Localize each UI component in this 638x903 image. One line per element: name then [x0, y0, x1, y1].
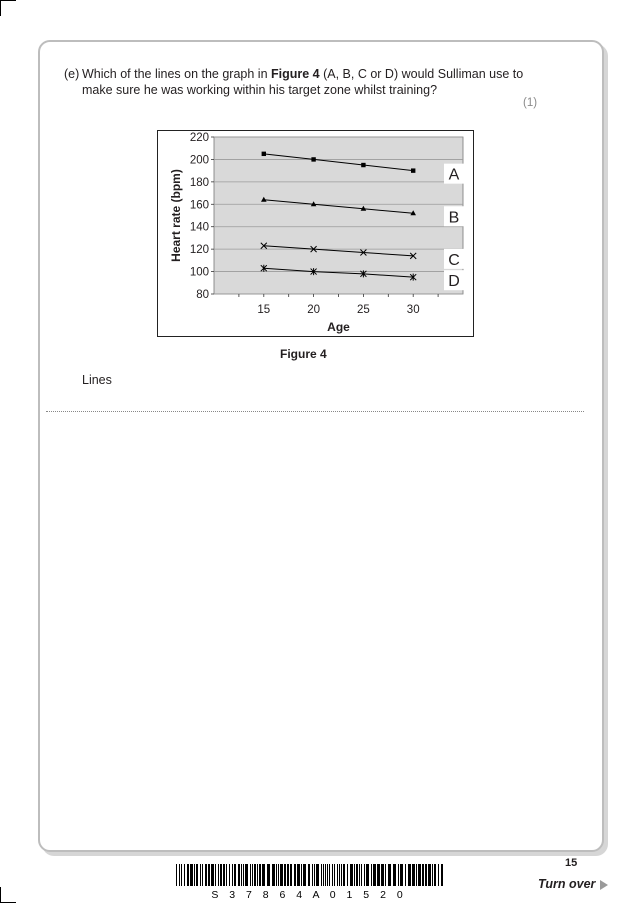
x-tick-label: 20: [307, 304, 320, 316]
barcode-bar: [284, 864, 286, 886]
question-text: [82, 66, 532, 98]
barcode-bar: [339, 864, 340, 886]
data-point-A: [311, 157, 315, 161]
data-point-A: [411, 168, 415, 172]
y-tick-label: 140: [189, 221, 209, 234]
barcode-bar: [194, 864, 195, 886]
barcode-bar: [276, 864, 277, 886]
x-axis-label: Age: [327, 320, 350, 334]
barcode-bar: [321, 864, 322, 886]
y-tick-label: 200: [189, 154, 209, 167]
barcode-bar: [347, 864, 348, 886]
barcode-bar: [416, 864, 417, 886]
barcode-bar: [428, 864, 431, 886]
barcode-bar: [200, 864, 201, 886]
series-label-D: D: [448, 273, 460, 291]
barcode-bar: [327, 864, 328, 886]
barcode-bar: [278, 864, 279, 886]
series-label-B: B: [448, 209, 460, 227]
barcode-bar: [280, 864, 283, 886]
barcode-bar: [211, 864, 214, 886]
x-tick-label: 15: [257, 304, 271, 316]
barcode-bar: [250, 864, 251, 886]
barcode-bar: [332, 864, 333, 886]
barcode-bar: [223, 864, 225, 886]
page-number: 15: [565, 857, 578, 869]
question-text-part-2: (A, B, C or D) would Sulliman use to make sure he was working within his target zone whilst training?: [82, 67, 524, 97]
barcode-bar: [297, 864, 300, 886]
data-point-A: [361, 163, 365, 167]
figure-caption: Figure 4: [280, 347, 327, 361]
question-text-figure-ref: Figure 4: [271, 67, 320, 81]
barcode-bar: [312, 864, 313, 886]
barcode-bar: [303, 864, 306, 886]
barcode-bar: [385, 864, 386, 886]
barcode-bar: [373, 864, 376, 886]
barcode-bar: [418, 864, 421, 886]
question-text-part-1: Which of the lines on the graph in: [82, 67, 272, 81]
line-chart: [158, 131, 473, 336]
barcode-bar: [245, 864, 248, 886]
barcode-bar: [184, 864, 185, 886]
barcode-bar: [176, 864, 177, 886]
barcode-bar: [308, 864, 310, 886]
x-tick-label: 25: [357, 304, 370, 316]
answer-label: Lines: [82, 373, 112, 387]
barcode-bar: [393, 864, 396, 886]
barcode-bar: [314, 864, 315, 886]
barcode-bar: [381, 864, 384, 886]
barcode-bar: [229, 864, 230, 886]
barcode-bar: [425, 864, 427, 886]
barcode-bar: [337, 864, 338, 886]
y-tick-label: 80: [196, 289, 209, 301]
right-arrow-icon: [600, 880, 608, 890]
barcode-bar: [226, 864, 227, 886]
y-tick-label: 160: [189, 199, 209, 212]
barcode-bar: [341, 864, 342, 886]
barcode-bar: [434, 864, 436, 886]
barcode-bar: [361, 864, 362, 886]
barcode-bar: [316, 864, 319, 886]
series-label-C: C: [448, 251, 460, 269]
barcode-bar: [400, 864, 403, 886]
barcode-bar: [220, 864, 222, 886]
barcode-bar: [323, 864, 324, 886]
barcode-bar: [267, 864, 270, 886]
barcode-text: S 3 7 8 6 4 A 0 1 5 2 0: [211, 889, 407, 901]
barcode-bar: [234, 864, 236, 886]
series-label-A: A: [448, 166, 460, 184]
barcode-bar: [408, 864, 411, 886]
barcode-bar: [329, 864, 330, 886]
y-tick-label: 220: [189, 132, 209, 144]
barcode-bar: [422, 864, 424, 886]
barcode-bar: [208, 864, 210, 886]
barcode-bar: [179, 864, 180, 886]
barcode-bar: [252, 864, 253, 886]
barcode-bar: [364, 864, 365, 886]
barcode-bar: [388, 864, 391, 886]
barcode-bar: [294, 864, 296, 886]
x-tick-label: 30: [406, 304, 420, 316]
barcode-bar: [218, 864, 219, 886]
barcode-bar: [290, 864, 292, 886]
barcode-bar: [438, 864, 439, 886]
barcode-bar: [202, 864, 203, 886]
barcode-bar: [354, 864, 355, 886]
barcode-bar: [432, 864, 433, 886]
data-point-A: [262, 152, 266, 156]
crop-mark-top-left: [0, 0, 1, 16]
barcode-bar: [377, 864, 380, 886]
y-tick-label: 100: [189, 266, 209, 279]
barcode-bar: [262, 864, 265, 886]
turn-over-label: [538, 877, 608, 891]
barcode-bar: [366, 864, 369, 886]
barcode-bar: [232, 864, 233, 886]
barcode-bar: [196, 864, 198, 886]
barcode-bar: [441, 864, 443, 886]
barcode-bar: [257, 864, 258, 886]
y-tick-label: 180: [189, 176, 209, 189]
crop-mark-top-left-h: [0, 0, 16, 1]
barcode-bar: [205, 864, 207, 886]
barcode-bar: [405, 864, 406, 886]
chart-container: [157, 130, 474, 337]
turn-over-text: Turn over: [538, 877, 596, 891]
plot-area: [214, 137, 463, 294]
y-axis-label: Heart rate (bpm): [169, 169, 183, 262]
barcode-bar: [181, 864, 182, 886]
barcode-bar: [325, 864, 326, 886]
barcode: [174, 862, 444, 902]
barcode-bar: [259, 864, 261, 886]
barcode-bar: [334, 864, 335, 886]
barcode-bar: [301, 864, 302, 886]
barcode-bar: [190, 864, 193, 886]
question-number: (e): [64, 67, 80, 81]
barcode-bar: [187, 864, 189, 886]
barcode-bar: [356, 864, 358, 886]
answer-dotted-line[interactable]: [46, 411, 584, 412]
marks-label: (1): [523, 97, 538, 109]
barcode-bar: [412, 864, 415, 886]
barcode-bar: [371, 864, 372, 886]
barcode-bar: [241, 864, 242, 886]
barcode-bar: [350, 864, 353, 886]
barcode-bar: [243, 864, 244, 886]
barcode-bar: [287, 864, 289, 886]
barcode-bar: [343, 864, 345, 886]
barcode-bar: [215, 864, 216, 886]
y-tick-label: 120: [189, 244, 209, 257]
barcode-bar: [254, 864, 256, 886]
crop-mark-bottom-left: [0, 887, 1, 903]
barcode-bar: [238, 864, 240, 886]
barcode-bar: [398, 864, 399, 886]
barcode-bar: [272, 864, 275, 886]
barcode-bar: [359, 864, 360, 886]
